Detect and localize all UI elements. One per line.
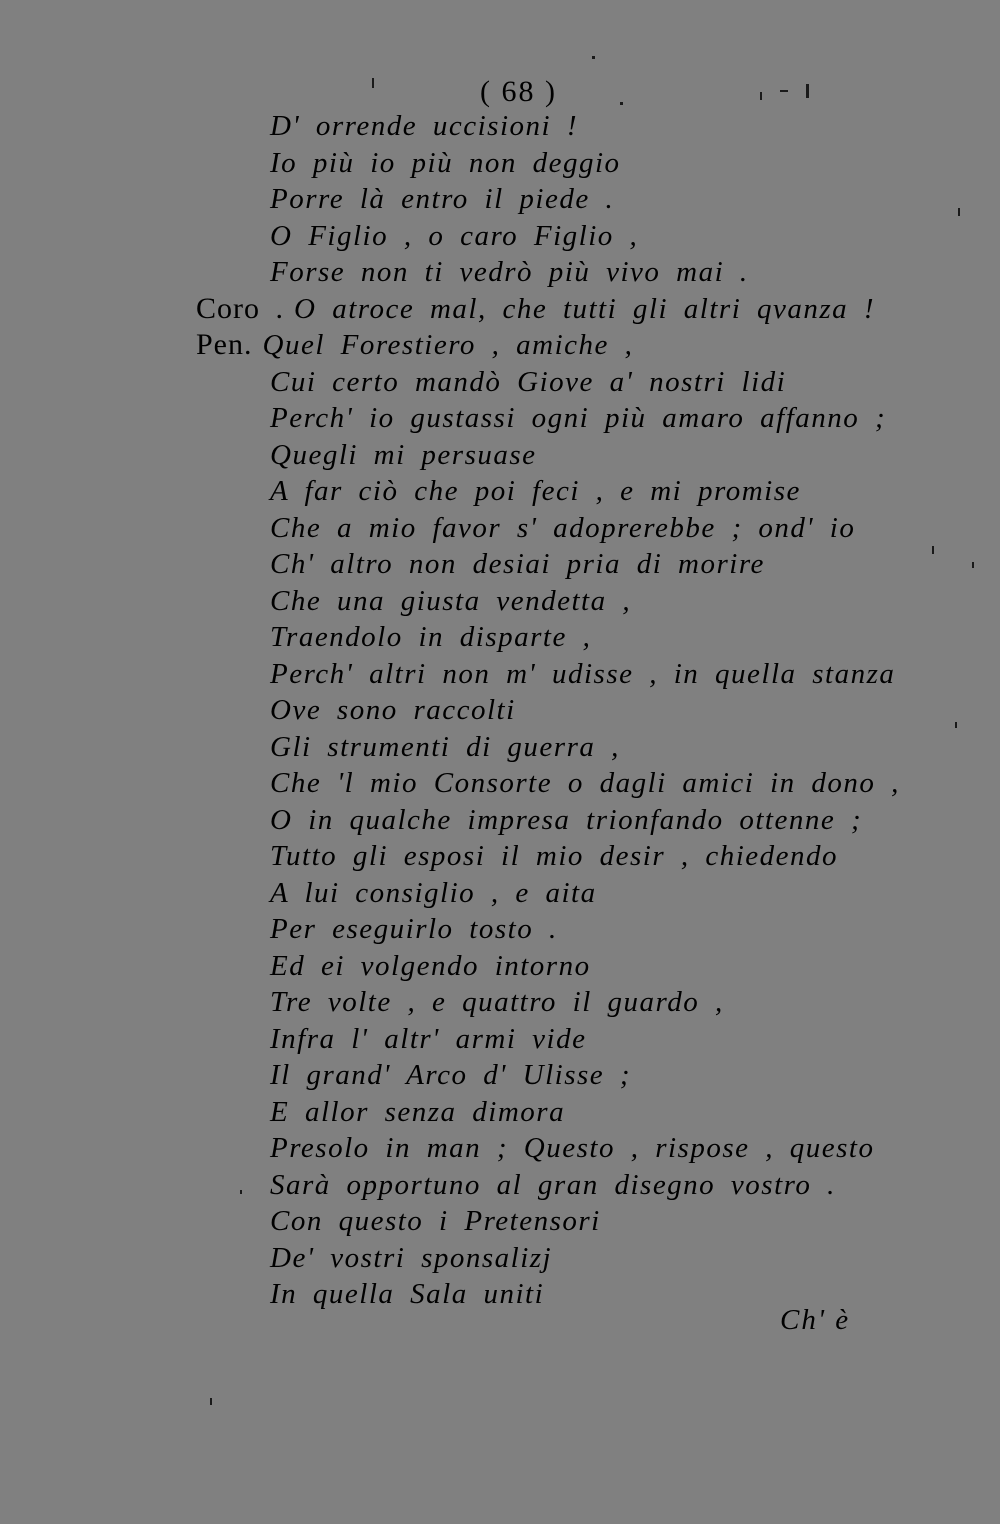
verse-line: [270, 802, 862, 838]
verse-line: [270, 692, 516, 728]
verse-text: Quel Forestiero , amiche ,: [262, 329, 634, 361]
verse-line: [270, 1057, 631, 1093]
verse-line: [270, 1240, 552, 1276]
verse-line: [270, 911, 558, 947]
page-number: ( 68 ): [480, 75, 557, 108]
verse-line: [270, 984, 724, 1020]
verse-text: O Figlio , o caro Figlio ,: [270, 219, 639, 252]
scan-speck: [955, 722, 957, 728]
scan-speck: [210, 1398, 212, 1405]
catchword: Ch' è: [780, 1304, 851, 1336]
verse-text: O in qualche impresa trionfando ottenne ;: [270, 803, 863, 836]
verse-text: Cui certo mandò Giove a' nostri lidi: [270, 365, 787, 398]
verse-text: O atroce mal, che tutti gli altri qvanza !: [294, 292, 876, 325]
verse-text: Io più io più non deggio: [270, 146, 621, 179]
verse-line: [270, 1167, 836, 1203]
verse-text: E allor senza dimora: [270, 1095, 566, 1128]
verse-text: Gli strumenti di guerra ,: [270, 730, 620, 763]
verse-text: Porre là entro il piede .: [270, 183, 615, 215]
verse-text: Quegli mi persuase: [270, 438, 537, 471]
verse-text: In quella Sala uniti: [270, 1278, 545, 1310]
verse-text: Il grand' Arco d' Ulisse ;: [270, 1059, 632, 1091]
scan-speck: [592, 56, 595, 59]
verse-text: Ch' altro non desiai pria di morire: [270, 548, 765, 580]
verse-text: Ove sono raccolti: [270, 694, 516, 726]
verse-text: A lui consiglio , e aita: [270, 876, 597, 909]
verse-text: Per eseguirlo tosto .: [270, 913, 558, 945]
verse-line: [270, 254, 749, 290]
scan-speck: [620, 102, 623, 105]
scan-speck: [240, 1190, 242, 1194]
verse-line: [270, 729, 620, 765]
verse-line: [270, 1276, 544, 1312]
verse-text: Sarà opportuno al gran disegno vostro .: [270, 1168, 836, 1201]
scan-speck: [806, 84, 809, 98]
verse-line: [270, 838, 838, 874]
verse-text: Che una giusta vendetta ,: [270, 584, 632, 617]
verse-line: [270, 619, 591, 655]
verse-text: Traendolo in disparte ,: [270, 621, 592, 653]
verse-line: [270, 108, 578, 144]
speaker-label: Pen.: [196, 328, 253, 361]
scan-speck: [958, 208, 960, 216]
verse-text: Perch' altri non m' udisse , in quella stanza: [270, 657, 896, 690]
verse-text: Con questo i Pretensori: [270, 1205, 601, 1237]
scan-speck: [780, 90, 788, 92]
verse-text: Infra l' altr' armi vide: [270, 1022, 587, 1055]
verse-text: Ed ei volgendo intorno: [270, 949, 591, 982]
scan-speck: [932, 546, 934, 554]
verse-line: [196, 327, 633, 363]
verse-line: [270, 437, 537, 473]
verse-text: Tre volte , e quattro il guardo ,: [270, 986, 724, 1018]
verse-line: [270, 364, 786, 400]
verse-line: [270, 546, 765, 582]
verse-line: [270, 656, 895, 692]
verse-line: [270, 765, 900, 801]
verse-line: [270, 145, 621, 181]
verse-text: Che a mio favor s' adoprerebbe ; ond' io: [270, 511, 856, 544]
verse-text: De' vostri sponsalizj: [270, 1241, 553, 1274]
verse-line: [270, 1021, 586, 1057]
verse-text: A far ciò che poi feci , e mi promise: [270, 475, 801, 507]
verse-line: [270, 218, 638, 254]
verse-line: [270, 1094, 565, 1130]
verse-text: Presolo in man ; Questo , rispose , questo: [270, 1132, 875, 1164]
verse-line: [270, 510, 855, 546]
verse-line: [270, 181, 614, 217]
verse-text: D' orrende uccisioni !: [270, 110, 578, 142]
verse-line: [270, 583, 631, 619]
verse-line: [196, 291, 875, 327]
verse-text: Tutto gli esposi il mio desir , chiedendo: [270, 840, 839, 872]
verse-line: [270, 948, 591, 984]
verse-line: [270, 875, 597, 911]
verse-text: Forse non ti vedrò più vivo mai .: [270, 256, 749, 288]
scan-speck: [760, 92, 762, 100]
speaker-label: Coro .: [196, 291, 284, 325]
scan-speck: [972, 562, 974, 568]
verse-line: [270, 1203, 601, 1239]
verse-text: Perch' io gustassi ogni più amaro affanno ;: [270, 402, 887, 434]
verse-line: [270, 473, 801, 509]
verse-text: Che 'l mio Consorte o dagli amici in dono ,: [270, 767, 900, 799]
verse-line: [270, 1130, 874, 1166]
scan-speck: [372, 78, 374, 88]
verse-line: [270, 400, 886, 436]
